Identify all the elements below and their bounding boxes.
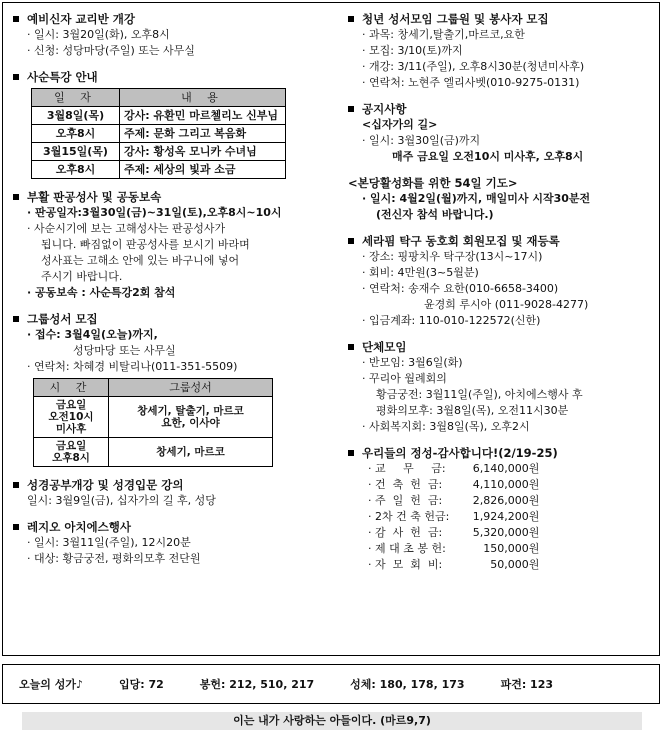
text-line: · 모집: 3/10(토)까지 <box>362 44 463 57</box>
table-row: 금요일 오후8시 창세기, 마르코 <box>34 438 273 467</box>
hymn-entrance: 입당: 72 <box>118 678 164 691</box>
bullet-square-icon <box>348 450 354 456</box>
section-title: 성경공부개강 및 성경입문 강의 <box>27 478 184 492</box>
text-line: · 연락처: 노현주 엘리사벳(010-9275-0131) <box>362 76 580 89</box>
table-row: 3월15일(목) 강사: 황성옥 모니카 수녀님 <box>32 143 286 161</box>
text-line: · 일시: 3월30일(금)까지 <box>362 134 481 147</box>
text-line: 일시: 3월9일(금), 십자가의 길 후, 성당 <box>27 494 216 507</box>
text-line: 평화의모후: 3월8일(목), 오전11시30분 <box>376 404 569 417</box>
table-header: 시 간 <box>34 379 109 397</box>
text-line: · 연락처: 송재수 요한(010-6658-3400) <box>362 282 559 295</box>
lent-lecture-section <box>13 69 338 179</box>
table-row: · 감 사 헌 금: 5,320,000원 <box>368 526 540 539</box>
section-title: 우리들의 정성-감사합니다!(2/19-25) <box>362 446 558 460</box>
bullet-square-icon <box>348 238 354 244</box>
text-line: · 일시: 4월2일(월)까지, 매일미사 시작30분전 <box>362 192 591 205</box>
table-row: · 제 대 초 봉 헌: 150,000원 <box>368 542 540 555</box>
section-title: 청년 성서모임 그룹원 및 봉사자 모집 <box>362 12 549 26</box>
catechumen-section <box>13 11 338 59</box>
section-title: 공지사항 <box>362 102 407 116</box>
bullet-square-icon <box>13 16 19 22</box>
text-line: · 일시: 3월11일(주일), 12시20분 <box>27 536 191 549</box>
text-line: 황금궁전: 3월11일(주일), 아치에스행사 후 <box>376 388 583 401</box>
table-row: · 교 무 금: 6,140,000원 <box>368 462 540 475</box>
hymn-offertory: 봉헌: 212, 510, 217 <box>199 678 315 691</box>
text-line: <십자가의 길> <box>362 118 438 131</box>
bullet-square-icon <box>348 16 354 22</box>
text-line: · 사순시기에 보는 고해성사는 판공성사가 <box>27 222 226 235</box>
text-line: 매주 금요일 오전10시 미사후, 오후8시 <box>392 150 584 163</box>
table-header: 일 자 <box>32 89 120 107</box>
table-row: · 2차 건 축 헌금: 1,924,200원 <box>368 510 540 523</box>
table-row: 오후8시 주제: 문화 그리고 복음화 <box>32 125 286 143</box>
text-line: · 판공일자:3월30일(금)~31일(토),오후8시~10시 <box>27 206 282 219</box>
text-line: (전신자 참석 바랍니다.) <box>376 208 494 221</box>
table-row: · 주 일 헌 금: 2,826,000원 <box>368 494 540 507</box>
hymn-dismissal: 파견: 123 <box>500 678 554 691</box>
table-row: 금요일 오전10시 미사후 창세기, 탈출기, 마르코 요한, 이사야 <box>34 397 273 438</box>
bullet-square-icon <box>13 74 19 80</box>
bullet-square-icon <box>13 194 19 200</box>
notice-section <box>348 101 656 165</box>
legio-section <box>13 519 338 567</box>
text-line: · 장소: 핑팡치우 탁구장(13시~17시) <box>362 250 543 263</box>
prayer-section <box>348 175 656 223</box>
text-line: 성당마당 또는 사무실 <box>73 344 176 357</box>
text-line: 됩니다. 빠짐없이 판공성사를 보시기 바라며 <box>41 238 250 251</box>
text-line: · 연락처: 차혜경 비탈리나(011-351-5509) <box>27 360 238 373</box>
text-line: · 일시: 3월20일(화), 오후8시 <box>27 28 170 41</box>
text-line: 윤경희 루시아 (011-9028-4277) <box>424 298 589 311</box>
section-title: 그룹성서 모집 <box>27 312 98 326</box>
text-line: · 회비: 4만원(3~5월분) <box>362 266 479 279</box>
bullet-square-icon <box>13 316 19 322</box>
table-tennis-section <box>348 233 656 329</box>
bullet-square-icon <box>348 344 354 350</box>
section-title: <본당활성화를 위한 54일 기도> <box>348 176 518 190</box>
table-header: 그룹성서 <box>109 379 273 397</box>
hymn-bar <box>2 664 660 704</box>
text-line: · 반모임: 3월6일(화) <box>362 356 463 369</box>
bullet-square-icon <box>13 524 19 530</box>
table-row: · 건 축 헌 금: 4,110,000원 <box>368 478 540 491</box>
text-line: · 개강: 3/11(주일), 오후8시30분(청년미사후) <box>362 60 585 73</box>
confession-section <box>13 189 338 301</box>
hymn-communion: 성체: 180, 178, 173 <box>350 678 465 691</box>
table-row: 오후8시 주제: 세상의 빛과 소금 <box>32 161 286 179</box>
text-line: · 대상: 황금궁전, 평화의모후 전단원 <box>27 552 201 565</box>
lecture-table <box>31 88 286 179</box>
text-line: · 과목: 창세기,탈출기,마르코,요한 <box>362 28 525 41</box>
table-row: · 자 모 회 비: 50,000원 <box>368 558 540 571</box>
text-line: 주시기 바랍니다. <box>41 270 123 283</box>
group-meeting-section <box>348 339 656 435</box>
offering-section <box>348 445 656 573</box>
section-title: 사순특강 안내 <box>27 70 98 84</box>
table-header: 내 용 <box>120 89 286 107</box>
text-line: 성사표는 고해소 안에 있는 바구니에 넣어 <box>41 254 240 267</box>
section-title: 예비신자 교리반 개강 <box>27 12 135 26</box>
bullet-square-icon <box>13 482 19 488</box>
text-line: · 신청: 성당마당(주일) 또는 사무실 <box>27 44 195 57</box>
bible-group-table <box>33 378 273 467</box>
offering-table <box>364 461 543 573</box>
right-column <box>348 11 656 583</box>
table-row: 3월8일(목) 강사: 유환민 마르첼리노 신부님 <box>32 107 286 125</box>
text-line: · 꾸리아 월례회의 <box>362 372 447 385</box>
hymn-label: 오늘의 성가♪ <box>19 678 83 691</box>
bullet-square-icon <box>348 106 354 112</box>
section-title: 부활 판공성사 및 공동보속 <box>27 190 162 204</box>
section-title: 레지오 아치에스행사 <box>27 520 131 534</box>
text-line: · 사회복지회: 3월8일(목), 오후2시 <box>362 420 530 433</box>
section-title: 단체모임 <box>362 340 407 354</box>
bible-study-section <box>13 477 338 509</box>
section-title: 세라핌 탁구 동호회 회원모집 및 재등록 <box>362 234 560 248</box>
left-column <box>13 11 338 577</box>
text-line: · 입금계좌: 110-010-122572(신한) <box>362 314 541 327</box>
text-line: · 공동보속 : 사순특강2회 참석 <box>27 286 176 299</box>
bible-group-section <box>13 311 338 467</box>
scripture-quote: 이는 내가 사랑하는 아들이다. (마르9,7) <box>22 712 642 730</box>
text-line: · 접수: 3월4일(오늘)까지, <box>27 328 158 341</box>
bulletin-frame <box>2 2 660 656</box>
youth-bible-section <box>348 11 656 91</box>
